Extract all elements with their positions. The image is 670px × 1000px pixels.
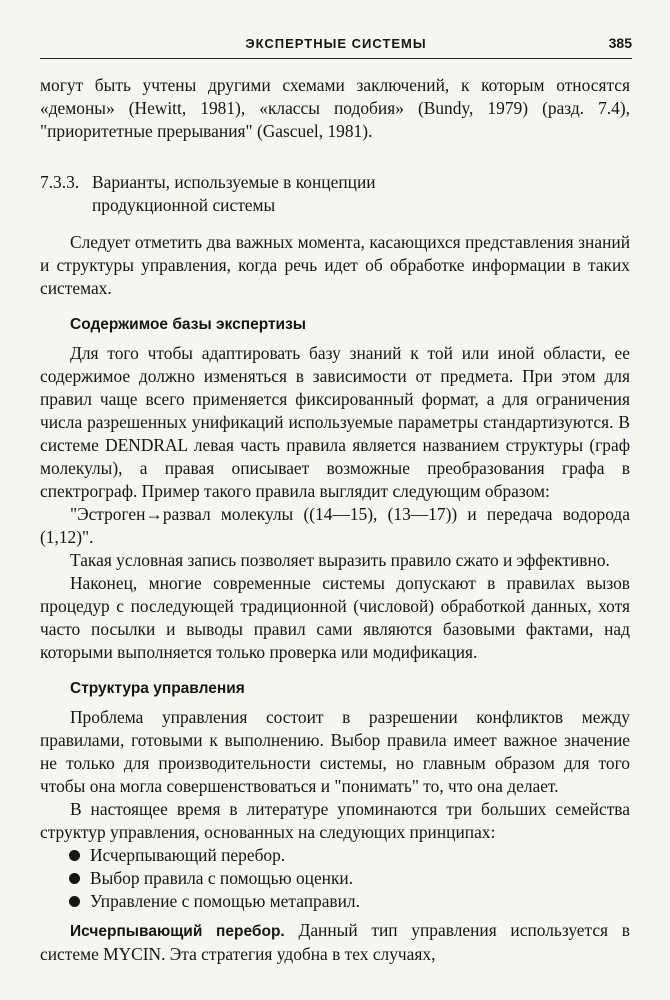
list-item: Управление с помощью метаправил. (40, 890, 630, 913)
page-header (40, 32, 632, 59)
rule-example: "Эстроген→развал молекулы ((14—15), (13—17)) и передача водорода (1,12)". (40, 504, 630, 547)
subheading-control-structure: Структура управления (70, 680, 245, 697)
section-title-line2: продукционной системы (92, 195, 276, 215)
paragraph-procedures: Наконец, многие современные системы допускают в правилах вызов процедур с последующей традиционной (числовой) обработкой данных, хотя часто посылки и выводы правил сами являются базовыми фактами, над которыми выполняется только проверка или модификация. (40, 573, 630, 662)
paragraph-intro: Следует отметить два важных момента, касающихся представления знаний и структуры управления, когда речь идет об обработке информации в таких системах. (40, 232, 630, 298)
body-text (40, 74, 630, 966)
run-in-heading: Исчерпывающий перебор. (70, 923, 285, 940)
section-title-line1: Варианты, используемые в концепции (92, 172, 376, 192)
paragraph-control-families: В настоящее время в литературе упоминаются три больших семейства структур управления, основанных на следующих принципах: (40, 799, 630, 842)
principles-list (40, 844, 630, 913)
paragraph-exhaustive-search (40, 919, 630, 966)
paragraph-control-problem: Проблема управления состоит в разрешении конфликтов между правилами, готовыми к выполнению. Выбор правила имеет важное значение не только для производительности системы, но главным образом для того чтобы она могла совершенствоваться и "понимать" то, что она делает. (40, 707, 630, 796)
list-item: Выбор правила с помощью оценки. (40, 867, 630, 890)
paragraph-continuation: могут быть учтены другими схемами заключений, к которым относятся «демоны» (Hewitt, 1981), «классы подобия» (Bundy, 1979) (разд. 7.4), "приоритетные прерывания" (Gascuel, 1981). (40, 75, 630, 141)
running-head: ЭКСПЕРТНЫЕ СИСТЕМЫ (245, 36, 427, 51)
bullet-icon (69, 896, 80, 907)
bullet-icon (69, 873, 80, 884)
paragraph-notation: Такая условная запись позволяет выразить правило сжато и эффективно. (70, 550, 610, 570)
section-number: 7.3.3. (40, 172, 80, 192)
paragraph-exhaustive-text: Данный тип управления используется в системе MYCIN. Эта стратегия удобна в тех случаях, (40, 920, 630, 964)
section-title (40, 171, 630, 217)
paragraph-expertise: Для того чтобы адаптировать базу знаний к той или иной области, ее содержимое должно изменяться в зависимости от предмета. При этом для правил чаще всего применяется фиксированный формат, а для ограничения числа разрешенных унификаций используемые параметры стандартизуются. В системе DENDRAL левая часть правила является названием структуры (граф молекулы), а правая описывает возможные преобразования графа в спектрограф. Пример такого правила выглядит следующим образом: (40, 343, 630, 501)
subheading-expertise-base: Содержимое базы экспертизы (70, 316, 307, 333)
page-number: 385 (608, 35, 632, 51)
bullet-icon (69, 850, 80, 861)
list-item: Исчерпывающий перебор. (40, 844, 630, 867)
